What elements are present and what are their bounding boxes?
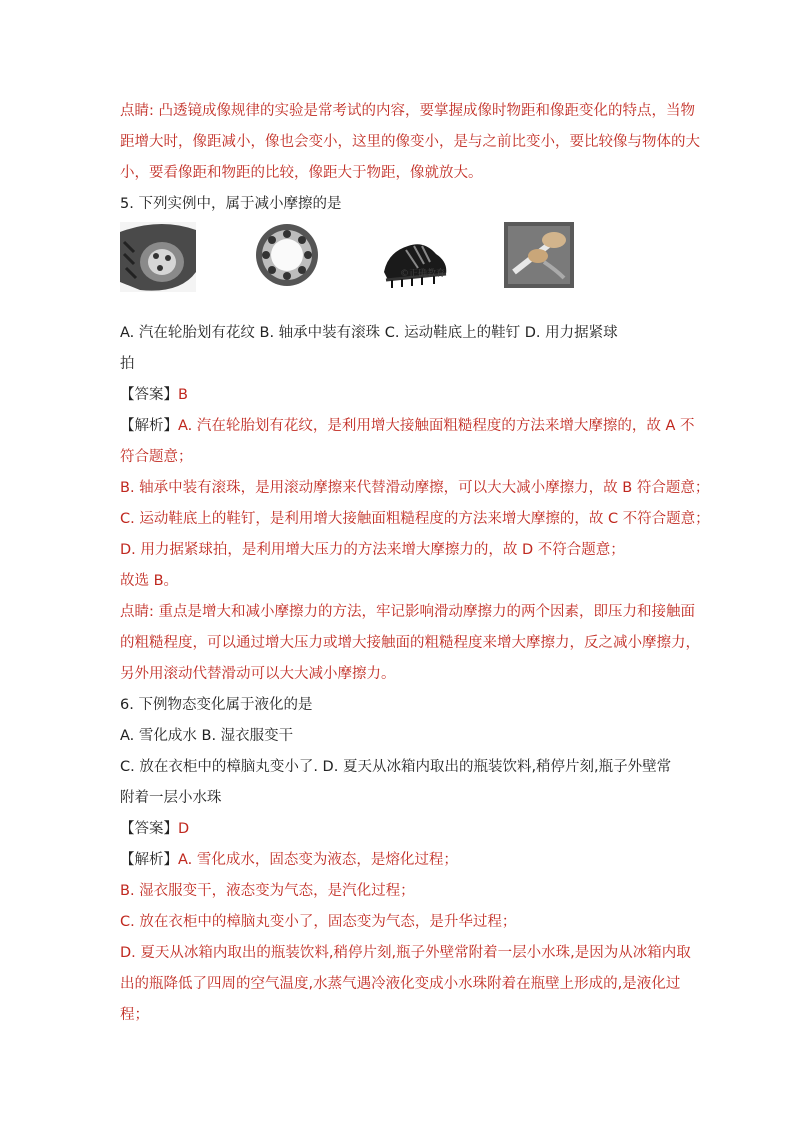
answer-label: 【答案】 [120, 821, 178, 837]
note-label: 点睛: [120, 604, 159, 620]
analysis-line: 程； [120, 1007, 149, 1023]
options-line: 附着一层小水珠 [120, 790, 222, 806]
document-page [120, 96, 710, 1031]
option-images [120, 222, 676, 314]
note-line: 小，要看像距和物距的比较，像距大于物距，像就放大。 [120, 165, 483, 181]
note-line: 距增大时，像距减小，像也会变小，这里的像变小，是与之前比变小，要比较像与物体的大 [120, 134, 700, 150]
bearing-image [254, 222, 320, 288]
analysis-line: C. 放在衣柜中的樟脑丸变小了，固态变为气态，是升华过程； [120, 914, 517, 930]
analysis-line: 故选 B。 [120, 573, 179, 589]
analysis-line: 【解析】A. 雪化成水，固态变为液态，是熔化过程； [120, 852, 458, 868]
note-line: 另外用滚动代替滑动可以大大减小摩擦力。 [120, 666, 396, 682]
analysis-line: C. 运动鞋底上的鞋钉，是利用增大接触面粗糙程度的方法来增大摩擦的，故 C 不符合题意； [120, 511, 710, 527]
note-label: 点睛: [120, 103, 159, 119]
options-line: A. 雪化成水 B. 湿衣服变干 [120, 728, 294, 744]
note-line: 点睛: 重点是增大和减小摩擦力的方法，牢记影响滑动摩擦力的两个因素，即压力和接触面 [120, 604, 695, 620]
answer-line [120, 814, 676, 845]
analysis-line: 符合题意； [120, 449, 193, 465]
answer-value: B [178, 387, 188, 403]
analysis-line: B. 湿衣服变干，液态变为气态，是汽化过程； [120, 883, 415, 899]
options-line: C. 放在衣柜中的樟脑丸变小了. D. 夏天从冰箱内取出的瓶装饮料,稍停片刻,瓶子外壁常 [120, 759, 672, 775]
answer-label: 【答案】 [120, 387, 178, 403]
options-line: 拍 [120, 356, 135, 372]
analysis-label: 【解析】 [120, 852, 178, 868]
analysis-label: 【解析】 [120, 418, 178, 434]
racket-grip-image [504, 222, 574, 288]
note-line: 点睛: 凸透镜成像规律的实验是常考试的内容，要掌握成像时物距和像距变化的特点，当物 [120, 103, 695, 119]
analysis-line: B. 轴承中装有滚珠，是用滚动摩擦来代替滑动摩擦，可以大大减小摩擦力，故 B 符合题意； [120, 480, 710, 496]
note-line: 的粗糙程度，可以通过增大压力或增大接触面的粗糙程度来增大摩擦力，反之减小摩擦力， [120, 635, 700, 651]
options-line: A. 汽在轮胎划有花纹 B. 轴承中装有滚珠 C. 运动鞋底上的鞋钉 D. 用力据紧球 [120, 325, 618, 341]
question-stem: 5. 下列实例中，属于减小摩擦的是 [120, 196, 342, 212]
analysis-line: 【解析】A. 汽在轮胎划有花纹，是利用增大接触面粗糙程度的方法来增大摩擦的，故 A 不 [120, 418, 695, 434]
spike-shoe-image [378, 232, 450, 294]
answer-line [120, 380, 676, 411]
analysis-line: D. 夏天从冰箱内取出的瓶装饮料,稍停片刻,瓶子外壁常附着一层小水珠,是因为从冰箱内取 [120, 945, 691, 961]
analysis-line: 出的瓶降低了四周的空气温度,水蒸气遇冷液化变成小水珠附着在瓶壁上形成的,是液化过 [120, 976, 681, 992]
watermark: ©正确教育 [400, 269, 446, 279]
question-stem: 6. 下例物态变化属于液化的是 [120, 697, 313, 713]
answer-value: D [178, 821, 190, 837]
tire-image [120, 222, 196, 292]
analysis-line: D. 用力据紧球拍，是利用增大压力的方法来增大摩擦力的，故 D 不符合题意； [120, 542, 625, 558]
